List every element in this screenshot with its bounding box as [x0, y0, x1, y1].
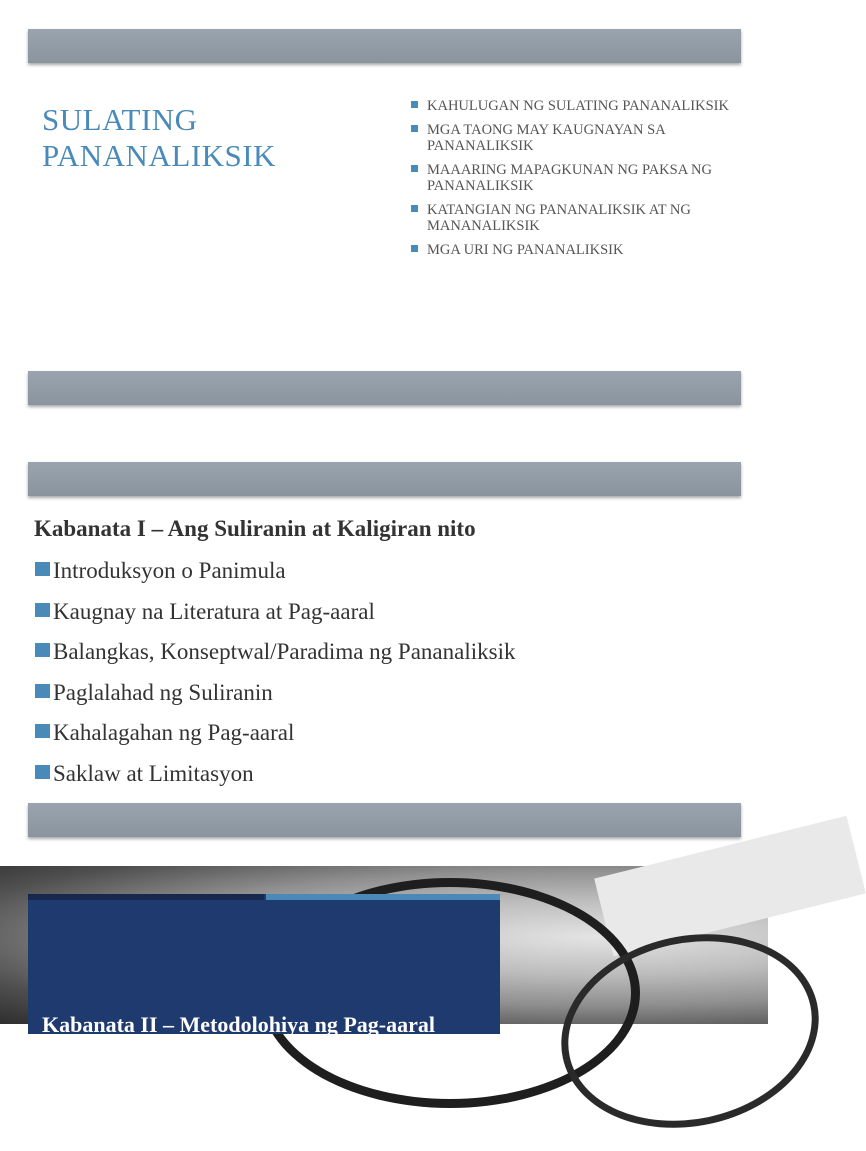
slide-title-line-2: PANANALIKSIK	[42, 138, 276, 173]
chapter-list	[34, 557, 515, 800]
list-item: MGA TAONG MAY KAUGNAYAN SA PANANALIKSIK	[410, 122, 740, 154]
chapter-title: Kabanata I – Ang Suliranin at Kaligiran nito	[34, 516, 476, 541]
square-bullet-icon	[35, 603, 50, 617]
list-item: Kaugnay na Literatura at Pag-aaral	[34, 598, 515, 639]
chapter-2-title: Kabanata II – Metodolohiya ng Pag-aaral	[42, 1012, 435, 1037]
slide-header-bar	[28, 29, 741, 63]
square-bullet-icon	[411, 101, 418, 108]
slide-footer-bar	[28, 371, 741, 405]
panel-accent-line	[28, 894, 264, 900]
square-bullet-icon	[35, 643, 50, 657]
list-item: KATANGIAN NG PANANALIKSIK AT NG MANANALIKSIK	[410, 202, 740, 234]
list-item: Introduksyon o Panimula	[34, 557, 515, 598]
list-item: KAHULUGAN NG SULATING PANANALIKSIK	[410, 98, 740, 114]
slide-title	[42, 102, 276, 174]
slide-title-line-1: SULATING	[42, 102, 198, 137]
square-bullet-icon	[411, 125, 418, 132]
square-bullet-icon	[411, 205, 418, 212]
square-bullet-icon	[35, 724, 50, 738]
glasses-photo-background	[0, 866, 768, 1037]
square-bullet-icon	[411, 245, 418, 252]
panel-accent-line	[266, 894, 500, 900]
list-item: MGA URI NG PANANALIKSIK	[410, 242, 740, 258]
slide-footer-bar	[28, 803, 741, 837]
square-bullet-icon	[35, 765, 50, 779]
list-item: Balangkas, Konseptwal/Paradima ng Pananaliksik	[34, 638, 515, 679]
list-item: Saklaw at Limitasyon	[34, 760, 515, 801]
list-item: Paglalahad ng Suliranin	[34, 679, 515, 720]
list-item: Kahalagahan ng Pag-aaral	[34, 719, 515, 760]
topic-list	[410, 98, 740, 266]
square-bullet-icon	[411, 165, 418, 172]
square-bullet-icon	[35, 684, 50, 698]
list-item: MAAARING MAPAGKUNAN NG PAKSA NG PANANALIKSIK	[410, 162, 740, 194]
slide-header-bar	[28, 462, 741, 496]
square-bullet-icon	[35, 562, 50, 576]
